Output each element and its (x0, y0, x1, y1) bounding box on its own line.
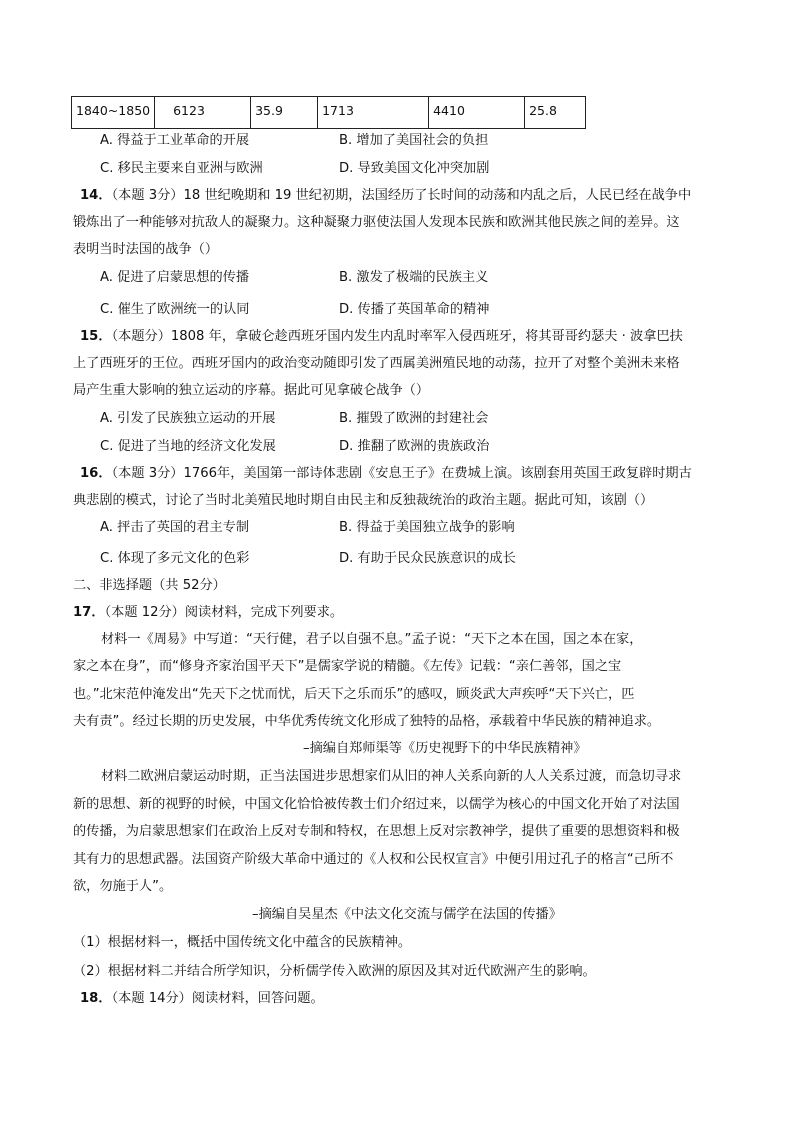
material-one-source: –摘编自郑师渠等《历史视野下的中华民族精神》 (303, 741, 587, 756)
material-two-line: 材料二欧洲启蒙运动时期，正当法国进步思想家们从旧的神人关系向新的人人关系过渡，而急切寻求 (101, 769, 682, 784)
q15-option-b: B. 摧毁了欧洲的封建社会 (339, 411, 489, 426)
question-number: 14． (80, 188, 112, 203)
table-cell: 6123 (155, 97, 251, 129)
material-one-line: 材料一《周易》中写道：“天行健，君子以自强不息。”孟子说：“天下之本在国，国之本在家， (101, 632, 643, 647)
q13-option-d: D. 导致美国文化冲突加剧 (339, 161, 490, 176)
q14-stem-line: 锻炼出了一种能够对抗敌人的凝聚力。这种凝聚力驱使法国人发现本民族和欧洲其他民族之间的差异。这 (73, 215, 680, 230)
q14-option-a: A. 促进了启蒙思想的传播 (100, 270, 250, 285)
q18-stem: 18．（本题 14分）阅读材料，回答问题。 (80, 991, 324, 1006)
q14-option-c: C. 催生了欧洲统一的认同 (100, 302, 250, 317)
q15-stem: 15．（本题分）1808 年，拿破仑趁西班牙国内发生内乱时率军入侵西班牙，将其哥哥约瑟夫 · 波拿巴扶 (80, 329, 683, 344)
table-cell: 4410 (429, 97, 525, 129)
q17-stem: 17．（本题 12分）阅读材料，完成下列要求。 (73, 605, 344, 620)
question-number: 18． (80, 991, 112, 1006)
table-row (72, 97, 586, 129)
question-number: 17． (73, 605, 105, 620)
q16-option-b: B. 得益于美国独立战争的影响 (339, 520, 515, 535)
q15-option-c: C. 促进了当地的经济文化发展 (100, 439, 276, 454)
q13-option-c: C. 移民主要来自亚洲与欧洲 (100, 161, 263, 176)
question-number: 16． (80, 466, 112, 481)
q14-stem: 14．（本题 3分）18 世纪晚期和 19 世纪初期，法国经历了长时间的动荡和内乱之后，人民已经在战争中 (80, 188, 692, 203)
q14-stem-line: 表明当时法国的战争（） (73, 242, 219, 257)
q15-stem-line: 局产生重大影响的独立运动的序幕。据此可见拿破仑战争（） (73, 383, 430, 398)
material-two-source: –摘编自吴星杰《中法文化交流与儒学在法国的传播》 (252, 907, 562, 922)
question-number: 15． (80, 329, 112, 344)
table-cell: 35.9 (251, 97, 318, 129)
q15-option-a: A. 引发了民族独立运动的开展 (100, 411, 276, 426)
material-one-line: 夫有责”。经过长期的历史发展，中华优秀传统文化形成了独特的品格，承载着中华民族的精神追求。 (73, 714, 661, 729)
q13-option-b: B. 增加了美国社会的负担 (339, 133, 489, 148)
q14-option-b: B. 激发了极端的民族主义 (339, 270, 489, 285)
material-two-line: 新的思想、新的视野的时候，中国文化恰恰被传教士们介绍过来，以儒学为核心的中国文化开始了对法国 (73, 797, 680, 812)
q16-stem-line: 典悲剧的模式，讨论了当时北美殖民地时期自由民主和反独裁统治的政治主题。据此可知，该剧（） (73, 493, 654, 508)
q16-option-a: A. 抨击了英国的君主专制 (100, 520, 250, 535)
table-cell-period: 1840~1850 (72, 97, 155, 129)
table-cell: 1713 (318, 97, 429, 129)
q15-stem-line: 上了西班牙的王位。西班牙国内的政治变动随即引发了西属美洲殖民地的动荡，拉开了对整个美洲未来格 (73, 356, 680, 371)
material-two-line: 其有力的思想武器。法国资产阶级大革命中通过的《人权和公民权宣言》中便引用过孔子的格言“己所不 (73, 852, 674, 867)
q17-subquestion-1: （1）根据材料一，概括中国传统文化中蕴含的民族精神。 (73, 935, 412, 950)
material-two-line: 的传播，为启蒙思想家们在政治上反对专制和特权，在思想上反对宗教神学，提供了重要的思想资料和极 (73, 824, 680, 839)
material-two-line: 欲，勿施于人”。 (73, 879, 173, 894)
q14-option-d: D. 传播了英国革命的精神 (339, 302, 490, 317)
q16-option-d: D. 有助于民众民族意识的成长 (339, 551, 516, 566)
q17-subquestion-2: （2）根据材料二并结合所学知识，分析儒学传入欧洲的原因及其对近代欧洲产生的影响。 (73, 964, 596, 979)
section-heading: 二、非选择题（共 52分） (73, 578, 226, 593)
material-one-line: 家之本在身”，而“修身齐家治国平天下”是儒家学说的精髓。《左传》记载：“亲仁善邻，国之宝 (73, 659, 622, 674)
q13-option-a: A. 得益于工业革命的开展 (100, 133, 250, 148)
table-cell: 25.8 (525, 97, 586, 129)
statistics-table (71, 96, 586, 129)
q16-option-c: C. 体现了多元文化的色彩 (100, 551, 250, 566)
q16-stem: 16．（本题 3分）1766年，美国第一部诗体悲剧《安息王子》在费城上演。该剧套用英国王政复辟时期古 (80, 466, 692, 481)
q15-option-d: D. 推翻了欧洲的贵族政治 (339, 439, 490, 454)
material-one-line: 也。”北宋范仲淹发出“先天下之忧而忧，后天下之乐而乐”的感叹，顾炎武大声疾呼“天下兴亡，匹 (73, 687, 635, 702)
